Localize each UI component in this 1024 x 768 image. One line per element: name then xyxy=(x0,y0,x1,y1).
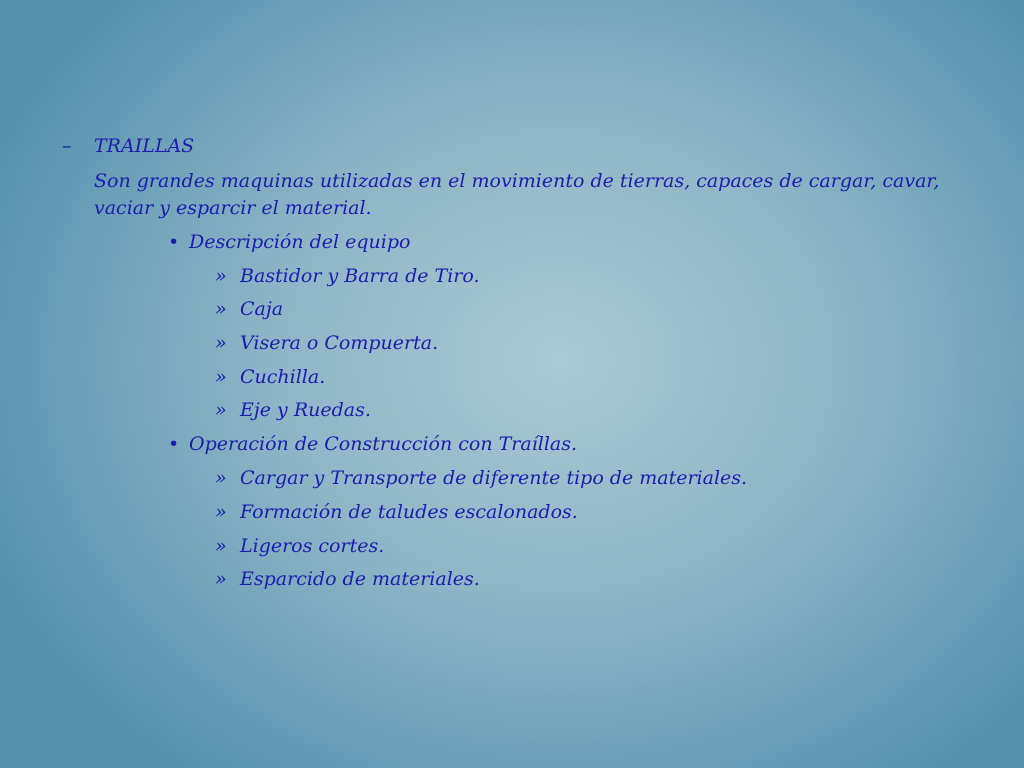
list-item: Esparcido de materiales. xyxy=(240,568,480,590)
list-item: Bastidor y Barra de Tiro. xyxy=(240,265,480,287)
sub-marker: » xyxy=(215,366,227,388)
list-item: Cargar y Transporte de diferente tipo de materiales. xyxy=(240,467,748,489)
sub-marker: » xyxy=(215,568,227,590)
bullet-marker: • xyxy=(168,433,180,455)
sub-marker: » xyxy=(215,332,227,354)
list-item: Cuchilla. xyxy=(240,366,326,388)
sub-marker: » xyxy=(215,535,227,557)
list-item: Eje y Ruedas. xyxy=(240,399,371,421)
section-title-operacion: Operación de Construcción con Traíllas. xyxy=(189,433,578,455)
sub-marker: » xyxy=(215,298,227,320)
list-item: Ligeros cortes. xyxy=(240,535,385,557)
heading-traillas: TRAILLAS xyxy=(94,135,195,157)
sub-marker: » xyxy=(215,399,227,421)
sub-marker: » xyxy=(215,265,227,287)
section-title-descripcion: Descripción del equipo xyxy=(189,231,411,253)
intro-paragraph: Son grandes maquinas utilizadas en el movimiento de tierras, capaces de cargar, cavar, vaciar y esparcir el material. xyxy=(94,170,940,219)
list-item: Formación de taludes escalonados. xyxy=(240,501,578,523)
dash-marker: – xyxy=(62,135,72,157)
list-item: Caja xyxy=(240,298,284,320)
list-item: Visera o Compuerta. xyxy=(240,332,439,354)
bullet-marker: • xyxy=(168,231,180,253)
sub-marker: » xyxy=(215,467,227,489)
sub-marker: » xyxy=(215,501,227,523)
